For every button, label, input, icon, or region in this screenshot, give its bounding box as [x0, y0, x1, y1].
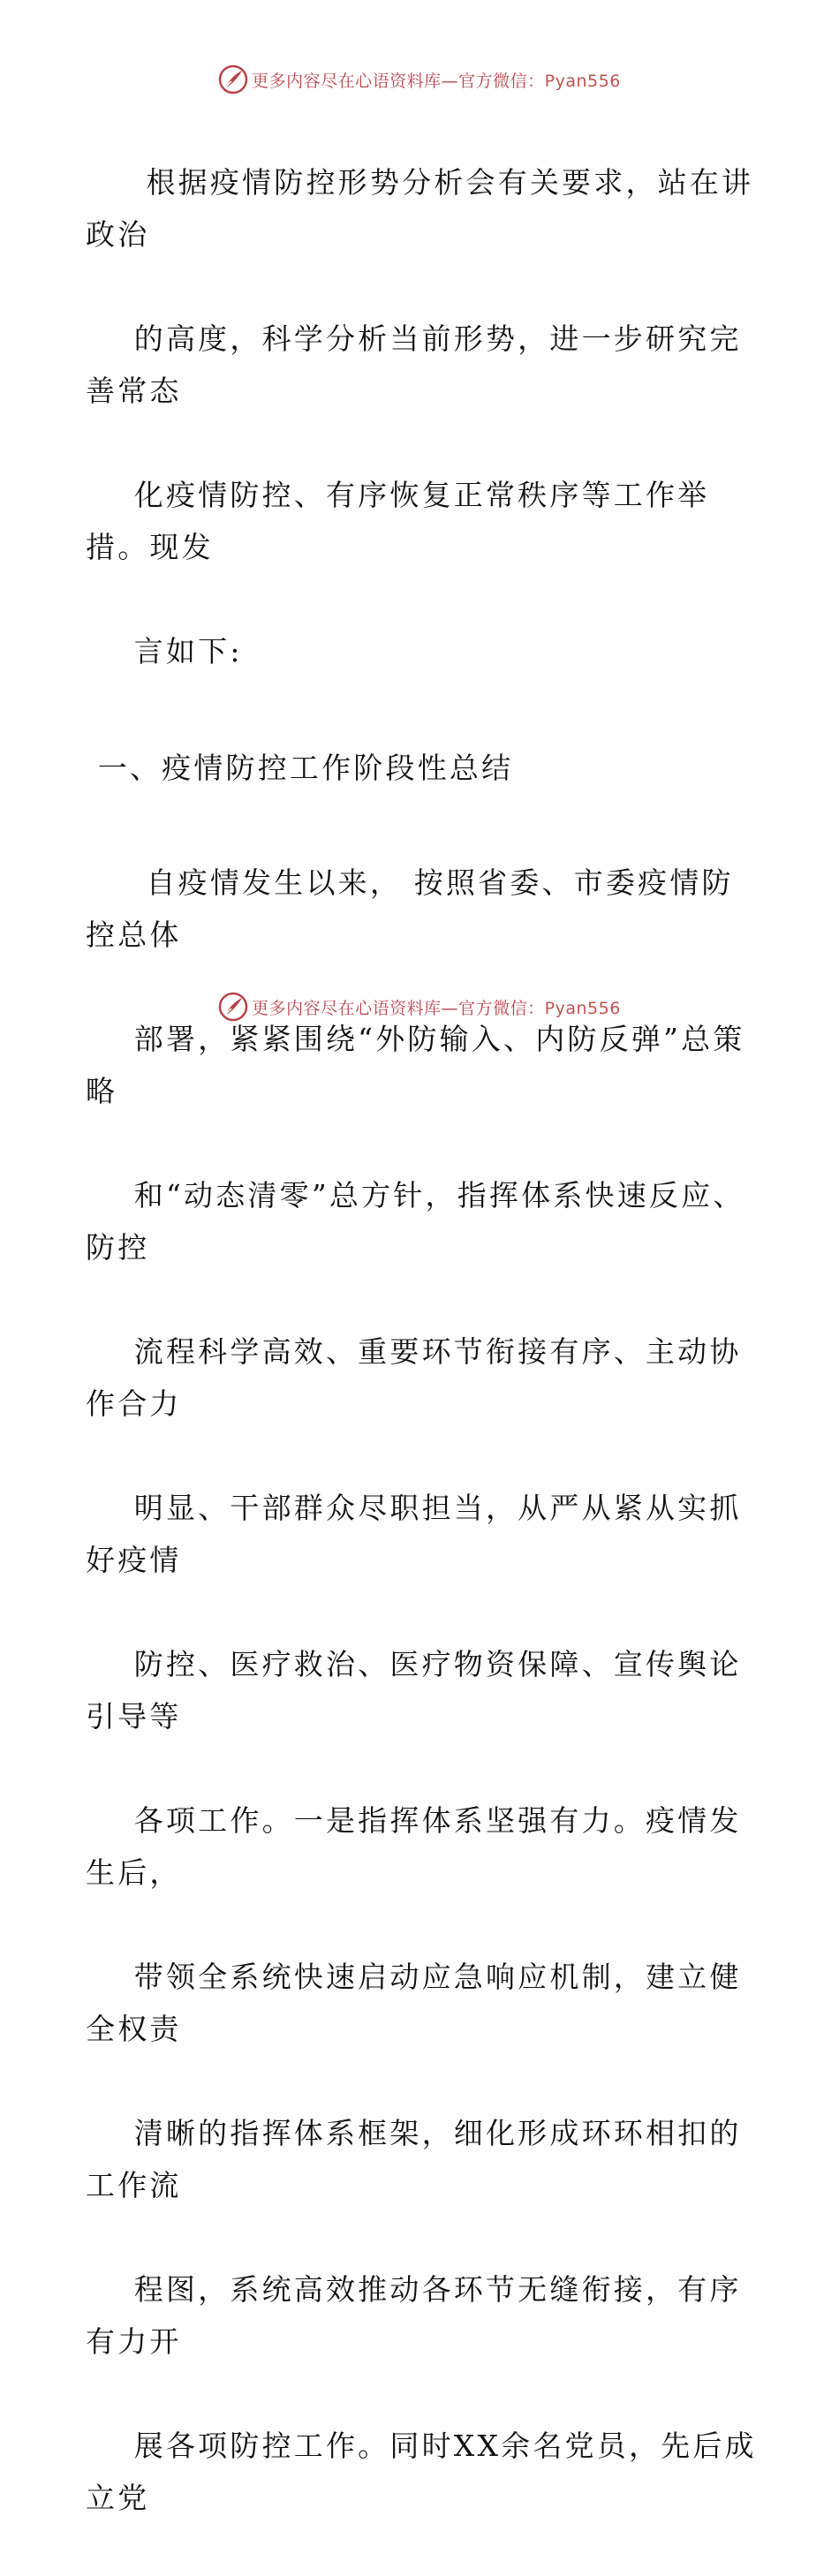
watermark-text — [252, 68, 621, 92]
text-line: 部署，紧紧围绕“外防输入、内防反弹”总策略 — [86, 1022, 745, 1108]
watermark-text — [252, 995, 621, 1019]
text-line: 的高度，科学分析当前形势，进一步研究完善常态 — [86, 321, 742, 408]
text-line: 防控、医疗救治、医疗物资保障、宣传舆论引导等 — [86, 1647, 742, 1734]
watermark-account-id: Pyan556 — [544, 998, 621, 1018]
feather-pen-logo-icon — [218, 992, 248, 1022]
text-line: 展各项防控工作。同时XX余名党员，先后成立党 — [86, 2429, 757, 2515]
footer-watermark — [0, 989, 839, 1024]
text-line: 根据疫情防控形势分析会有关要求，站在讲政治 — [86, 165, 754, 252]
section-heading: 一、疫情防控工作阶段性总结 — [86, 751, 514, 785]
header-watermark — [0, 62, 839, 97]
text-line: 言如下: — [133, 634, 243, 669]
text-line: 各项工作。一是指挥体系坚强有力。疫情发生后， — [86, 1803, 742, 1890]
watermark-brand: 更多内容尽在心语资料库—官方微信： — [252, 998, 545, 1018]
body-paragraph — [86, 805, 757, 2576]
intro-paragraph — [86, 104, 757, 729]
text-line: 带领全系统快速启动应急响应机制，建立健全权责 — [86, 1960, 742, 2046]
text-line: 明显、干部群众尽职担当，从严从紧从实抓好疫情 — [86, 1491, 742, 1577]
text-line: 和“动态清零”总方针，指挥体系快速反应、防控 — [86, 1178, 745, 1265]
text-line: 流程科学高效、重要环节衔接有序、主动协作合力 — [86, 1334, 742, 1421]
text-line: 清晰的指挥体系框架，细化形成环环相扣的工作流 — [86, 2116, 742, 2202]
document-body — [86, 104, 757, 2576]
feather-pen-logo-icon — [218, 64, 248, 94]
text-line: 化疫情防控、有序恢复正常秩序等工作举措。现发 — [86, 478, 710, 564]
text-line: 自疫情发生以来， 按照省委、市委疫情防控总体 — [86, 865, 734, 952]
watermark-brand: 更多内容尽在心语资料库—官方微信： — [252, 71, 545, 91]
watermark-account-id: Pyan556 — [544, 71, 621, 91]
text-line: 程图，系统高效推动各环节无缝衔接，有序有力开 — [86, 2272, 742, 2359]
